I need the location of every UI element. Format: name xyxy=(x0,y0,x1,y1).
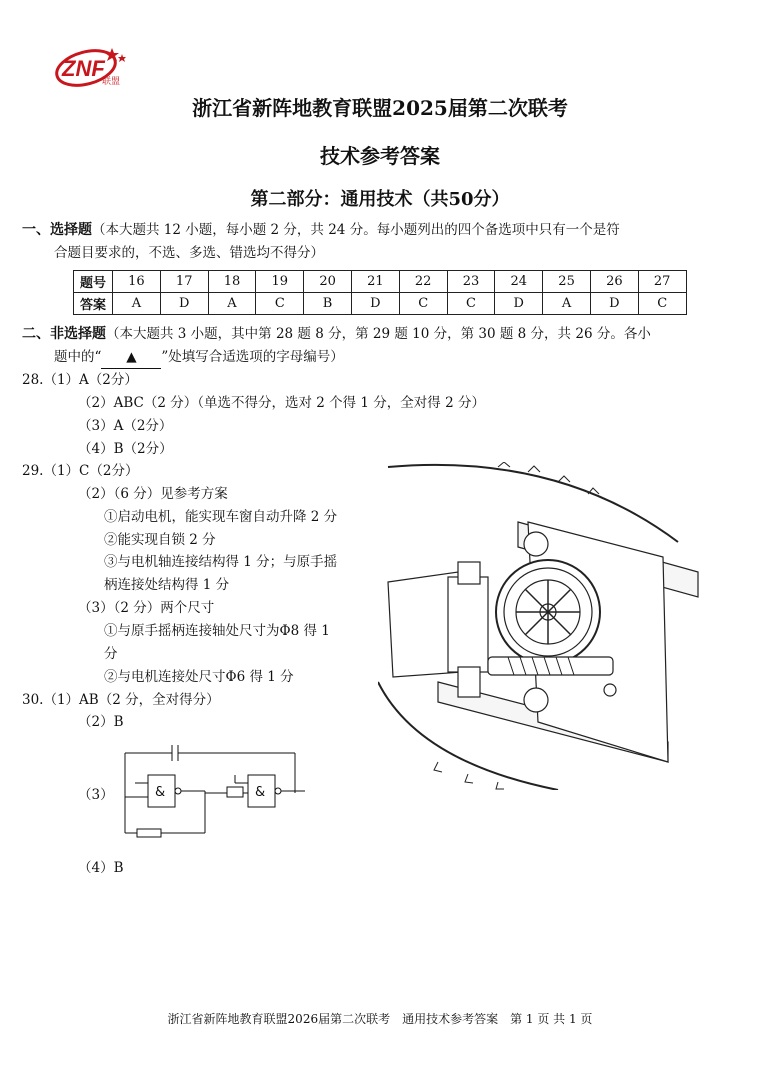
gate1-symbol: & xyxy=(155,785,166,800)
q28-line-1: 28.（1）A（2分） xyxy=(22,372,138,388)
table-cell: B xyxy=(304,293,352,315)
q30-line-1: 30.（1）AB（2 分，全对得分） xyxy=(22,692,220,708)
table-cell: 23 xyxy=(447,271,495,293)
table-cell: A xyxy=(113,293,161,315)
page-footer: 浙江省新阵地教育联盟2026届第二次联考 通用技术参考答案 第 1 页 共 1 页 xyxy=(167,1012,593,1026)
table-cell: A xyxy=(208,293,256,315)
table-cell: C xyxy=(399,293,447,315)
q29-line-7: （3）（2 分）两个尺寸 xyxy=(78,600,215,616)
q29-line-2: （2）（6 分）见参考方案 xyxy=(78,486,228,502)
q29-line-5: ③与电机轴连接结构得 1 分；与原手摇 xyxy=(104,554,338,570)
table-cell: 20 xyxy=(304,271,352,293)
section1-desc-1: （本大题共 12 小题，每小题 2 分，共 24 分。每小题列出的四个备选项中只有一个是符 xyxy=(92,222,620,238)
q30-line-2: （2）B xyxy=(78,714,124,730)
section1-heading xyxy=(22,219,620,241)
section2-heading xyxy=(22,323,651,345)
table-cell: 18 xyxy=(208,271,256,293)
logo-subtext: 联盟 xyxy=(102,77,121,87)
section2-label: 二、非选择题 xyxy=(22,326,106,342)
table-cell: D xyxy=(160,293,208,315)
table-cell: 16 xyxy=(113,271,161,293)
q29-line-10: ②与电机连接处尺寸Φ6 得 1 分 xyxy=(104,669,294,685)
table-cell: A xyxy=(543,293,591,315)
part-title: 第二部分：通用技术（共50分） xyxy=(250,189,510,210)
q29-line-3: ①启动电机，能实现车窗自动升降 2 分 xyxy=(104,509,338,525)
logo xyxy=(50,40,130,92)
section2-desc-2: 题中的“ ▲ ”处填写合适选项的字母编号） xyxy=(54,346,344,369)
window-lift-mechanism-illustration xyxy=(378,462,702,790)
q29-line-4: ②能实现自锁 2 分 xyxy=(104,532,216,548)
q28-line-3: （3）A（2分） xyxy=(78,418,173,434)
q29-line-8: ①与原手摇柄连接轴处尺寸为Φ8 得 1 xyxy=(104,623,330,639)
table-cell: 21 xyxy=(351,271,399,293)
q29-line-6: 柄连接处结构得 1 分 xyxy=(104,577,230,593)
table-cell: 26 xyxy=(590,271,638,293)
page-subtitle: 技术参考答案 xyxy=(320,144,440,168)
logic-circuit-diagram xyxy=(115,735,315,850)
q29-line-9: 分 xyxy=(104,646,118,662)
table-cell: D xyxy=(495,293,543,315)
blank-mark: ▲ xyxy=(101,346,161,369)
q29-line-1: 29.（1）C（2分） xyxy=(22,463,139,479)
q30-line-3: （3） xyxy=(78,787,114,803)
table-cell: 24 xyxy=(495,271,543,293)
table-cell: 25 xyxy=(543,271,591,293)
table-cell: 17 xyxy=(160,271,208,293)
section1-label: 一、选择题 xyxy=(22,222,92,238)
table-row-questions xyxy=(74,271,687,293)
page-title: 浙江省新阵地教育联盟2025届第二次联考 xyxy=(192,96,568,120)
table-cell: C xyxy=(256,293,304,315)
table-cell: 19 xyxy=(256,271,304,293)
q28-line-4: （4）B（2分） xyxy=(78,441,173,457)
table-row-answers xyxy=(74,293,687,315)
answer-table xyxy=(73,270,687,315)
table-cell: C xyxy=(447,293,495,315)
q30-line-4: （4）B xyxy=(78,860,124,876)
table-cell: 22 xyxy=(399,271,447,293)
table-cell: 27 xyxy=(638,271,686,293)
section1-desc-2: 合题目要求的，不选、多选、错选均不得分） xyxy=(54,245,324,261)
section2-desc-1: （本大题共 3 小题，其中第 28 题 8 分，第 29 题 10 分，第 30 题 8 分，共 26 分。各小 xyxy=(106,326,651,342)
gate2-symbol: & xyxy=(255,785,266,800)
q28-line-2: （2）ABC（2 分）（单选不得分，选对 2 个得 1 分，全对得 2 分） xyxy=(78,395,485,411)
table-cell: D xyxy=(590,293,638,315)
table-header-answer: 答案 xyxy=(74,293,113,315)
table-header-question: 题号 xyxy=(74,271,113,293)
table-cell: C xyxy=(638,293,686,315)
logo-text: ZNF xyxy=(62,56,105,81)
table-cell: D xyxy=(351,293,399,315)
